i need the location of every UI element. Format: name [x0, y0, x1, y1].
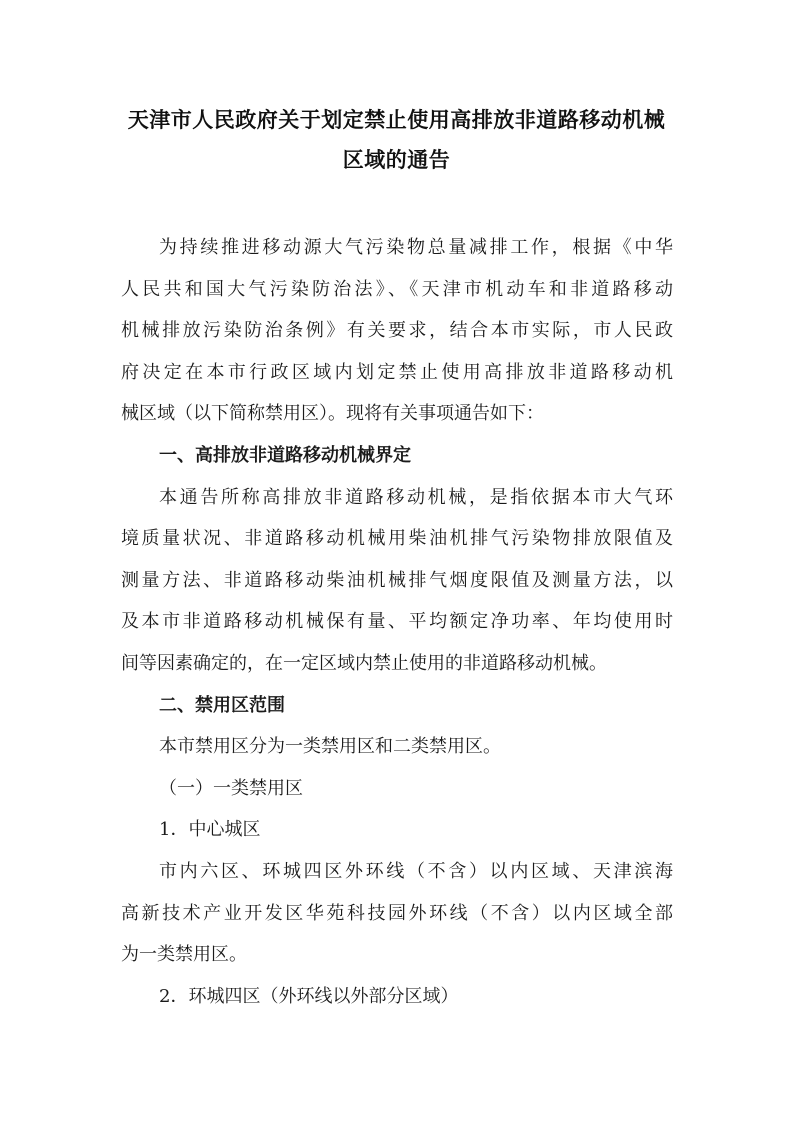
document-body	[121, 227, 673, 1017]
paragraph-line: 为持续推进移动源大气污染物总量减排工作，根据《中华	[159, 237, 673, 258]
paragraph-line: 械区域（以下简称禁用区）。现将有关事项通告如下：	[121, 403, 544, 425]
paragraph-line: 及本市非道路移动机械保有量、平均额定净功率、年均使用时	[121, 611, 673, 633]
document-title-line-1: 天津市人民政府关于划定禁止使用高排放非道路移动机械	[127, 108, 666, 132]
list-item-heading: 1．中心城区	[159, 819, 261, 841]
subsection-heading: （一）一类禁用区	[159, 777, 303, 799]
paragraph-line: 测量方法、非道路移动柴油机械排气烟度限值及测量方法，以	[121, 569, 673, 591]
paragraph-line: 高新技术产业开发区华苑科技园外环线（不含）以内区域全部	[121, 902, 673, 924]
document-title-line-2: 区域的通告	[342, 148, 451, 172]
paragraph-line: 境质量状况、非道路移动机械用柴油机排气污染物排放限值及	[121, 528, 673, 550]
list-item-heading: 2．环城四区（外环线以外部分区域）	[159, 985, 459, 1007]
paragraph-line: 本通告所称高排放非道路移动机械，是指依据本市大气环	[159, 486, 673, 508]
section-heading-2: 二、禁用区范围	[159, 694, 285, 716]
paragraph-line: 间等因素确定的，在一定区域内禁止使用的非道路移动机械。	[121, 652, 607, 674]
paragraph-line: 府决定在本市行政区域内划定禁止使用高排放非道路移动机	[121, 361, 673, 383]
paragraph-line: 市内六区、环城四区外环线（不含）以内区域、天津滨海	[159, 860, 673, 882]
section-heading-1: 一、高排放非道路移动机械界定	[159, 444, 411, 466]
paragraph-line: 人民共和国大气污染防治法》、《天津市机动车和非道路移动	[121, 278, 673, 300]
paragraph-line: 本市禁用区分为一类禁用区和二类禁用区。	[159, 736, 501, 758]
paragraph-line: 机械排放污染防治条例》有关要求，结合本市实际，市人民政	[121, 320, 673, 342]
paragraph-line: 为一类禁用区。	[121, 944, 247, 966]
